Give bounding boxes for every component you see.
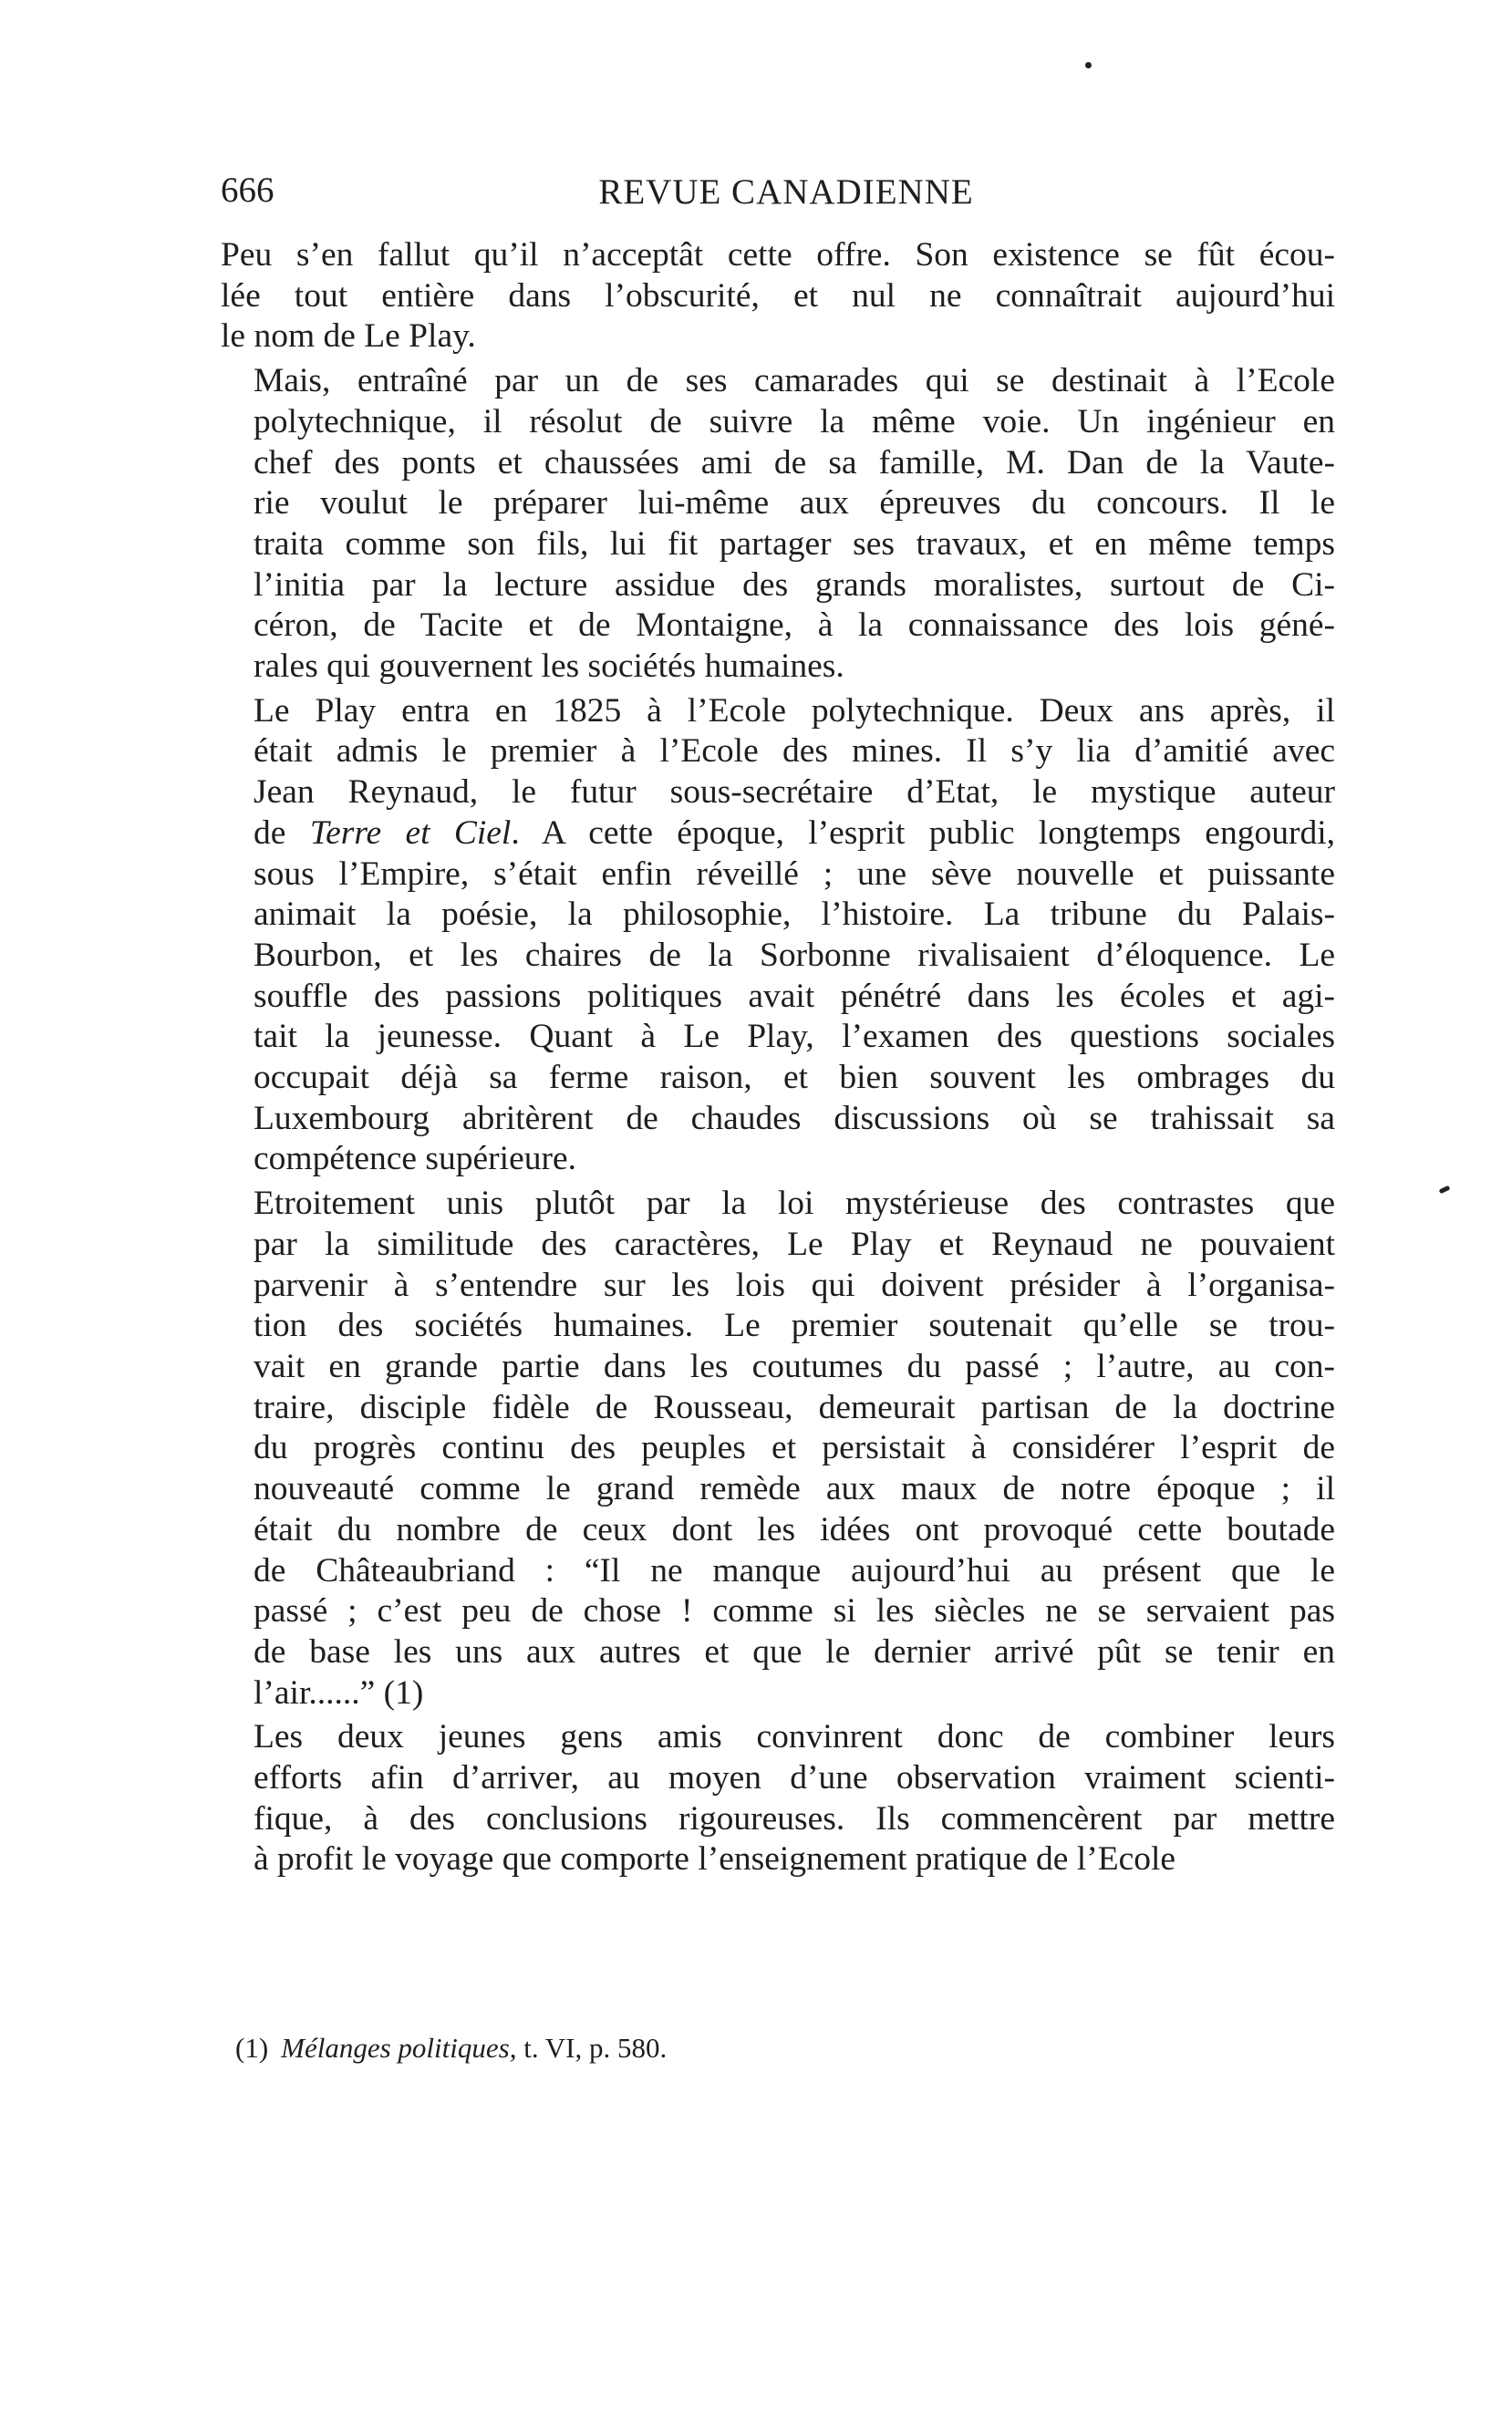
text-line: animait la poésie, la philosophie, l’histoire. La tribune du Palais- — [254, 896, 1335, 934]
text-line: était admis le premier à l’Ecole des mines. Il s’y lia d’amitié avec — [254, 732, 1335, 771]
body-text — [221, 235, 1335, 1880]
text-line: l’initia par la lecture assidue des grands moralistes, surtout de Ci- — [254, 565, 1335, 604]
text-line: efforts afin d’arriver, au moyen d’une observation vraiment scienti- — [254, 1759, 1335, 1797]
text-line: de Terre et Ciel. A cette époque, l’esprit public longtemps engourdi, — [254, 813, 1335, 852]
text-line: passé ; c’est peu de chose ! comme si les siècles ne se servaient pas — [254, 1592, 1335, 1631]
text-line: de Châteaubriand : “Il ne manque aujourd’hui au présent que le — [254, 1551, 1335, 1590]
footnote — [235, 2030, 667, 2066]
paragraph — [221, 361, 1335, 688]
text-line: de base les uns aux autres et que le dernier arrivé pût se tenir en — [254, 1632, 1335, 1671]
text-line: lée tout entière dans l’obscurité, et nul ne connaîtrait aujourd’hui — [221, 276, 1335, 315]
paragraph — [221, 1184, 1335, 1714]
text-line: Luxembourg abritèrent de chaudes discussions où se trahissait sa — [254, 1099, 1335, 1137]
text-line: à profit le voyage que comporte l’enseignement pratique de l’Ecole — [254, 1840, 1176, 1879]
footnote-source-title: Mélanges politiques, — [281, 2032, 517, 2064]
text-line: souffle des passions politiques avait pénétré dans les écoles et agi- — [254, 977, 1335, 1015]
text-line: l’air......” (1) — [254, 1673, 424, 1712]
text-line: traire, disciple fidèle de Rousseau, demeurait partisan de la doctrine — [254, 1388, 1335, 1426]
paragraph — [221, 1717, 1335, 1880]
text-line: nouveauté comme le grand remède aux maux de notre époque ; il — [254, 1470, 1335, 1508]
text-line: le nom de Le Play. — [221, 317, 476, 356]
text-line: Jean Reynaud, le futur sous-secrétaire d’Etat, le mystique auteur — [254, 773, 1335, 812]
text-line: Peu s’en fallut qu’il n’acceptât cette offre. Son existence se fût écou- — [221, 236, 1335, 274]
text-line: Bourbon, et les chaires de la Sorbonne rivalisaient d’éloquence. Le — [254, 936, 1335, 974]
text-line: céron, de Tacite et de Montaigne, à la connaissance des lois géné- — [254, 606, 1335, 645]
page-number: 666 — [221, 171, 274, 210]
journal-title: REVUE CANADIENNE — [598, 172, 974, 212]
book-title: Terre et Ciel — [309, 813, 512, 852]
text-line: était du nombre de ceux dont les idées ont provoqué cette boutade — [254, 1510, 1335, 1548]
running-head — [221, 170, 1333, 221]
text-line: Etroitement unis plutôt par la loi mystérieuse des contrastes que — [254, 1185, 1335, 1223]
text-line: rales qui gouvernent les sociétés humaines. — [254, 647, 844, 686]
text-line: Mais, entraîné par un de ses camarades qui se destinait à l’Ecole — [254, 362, 1335, 400]
text-line: rie voulut le préparer lui-même aux épreuves du concours. Il le — [254, 484, 1335, 523]
footnote-reference: t. VI, p. 580. — [516, 2032, 668, 2064]
paragraph — [221, 691, 1335, 1180]
text-line: compétence supérieure. — [254, 1140, 576, 1178]
text-line: sous l’Empire, s’était enfin réveillé ; une sève nouvelle et puissante — [254, 854, 1335, 893]
text-line: du progrès continu des peuples et persistait à considérer l’esprit de — [254, 1429, 1335, 1467]
margin-mark — [1439, 1186, 1451, 1195]
paragraph — [221, 235, 1335, 357]
printing-speck — [1085, 62, 1092, 68]
text-line: par la similitude des caractères, Le Play et Reynaud ne pouvaient — [254, 1225, 1335, 1263]
text-line: Les deux jeunes gens amis convinrent donc de combiner leurs — [254, 1718, 1335, 1756]
text-line: tion des sociétés humaines. Le premier soutenait qu’elle se trou- — [254, 1307, 1335, 1345]
text-line: polytechnique, il résolut de suivre la même voie. Un ingénieur en — [254, 402, 1335, 440]
text-line: fique, à des conclusions rigoureuses. Ils commencèrent par mettre — [254, 1799, 1335, 1838]
text-line: traita comme son fils, lui fit partager ses travaux, et en même temps — [254, 524, 1335, 563]
text-line: Le Play entra en 1825 à l’Ecole polytechnique. Deux ans après, il — [254, 691, 1335, 730]
text-line: chef des ponts et chaussées ami de sa famille, M. Dan de la Vaute- — [254, 443, 1335, 482]
text-line: tait la jeunesse. Quant à Le Play, l’examen des questions sociales — [254, 1018, 1335, 1056]
text-line: occupait déjà sa ferme raison, et bien souvent les ombrages du — [254, 1059, 1335, 1097]
text-line: vait en grande partie dans les coutumes du passé ; l’autre, au con- — [254, 1347, 1335, 1385]
text-line: parvenir à s’entendre sur les lois qui doivent présider à l’organisa- — [254, 1266, 1335, 1304]
footnote-marker: (1) — [235, 2032, 269, 2064]
